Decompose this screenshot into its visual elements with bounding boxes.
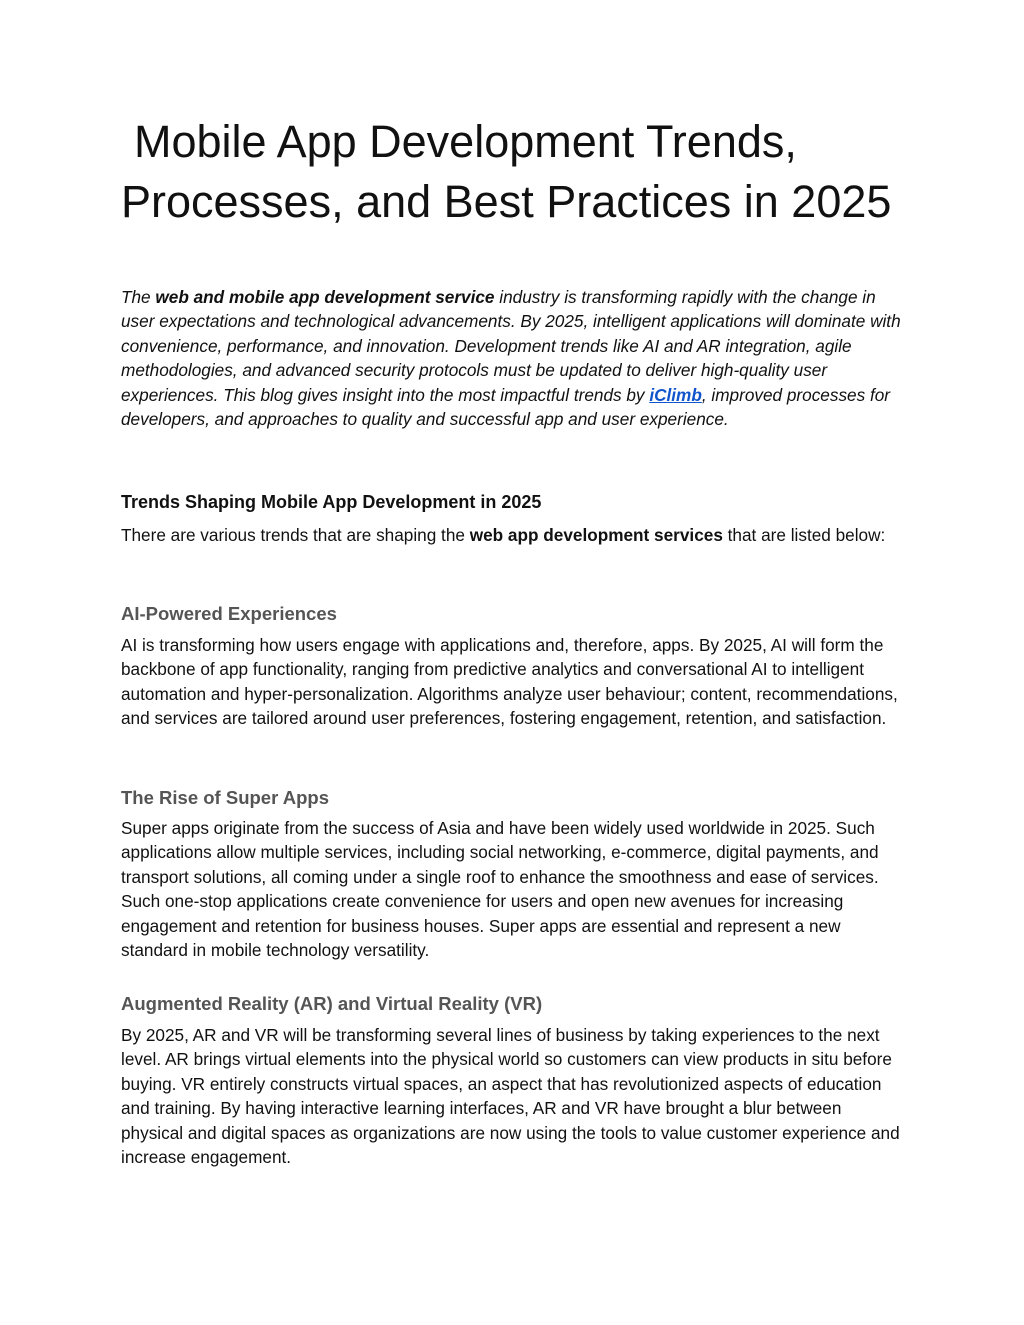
ar-vr-heading: Augmented Reality (AR) and Virtual Reality (VR) xyxy=(121,993,543,1014)
super-apps-paragraph: Super apps originate from the success of Asia and have been widely used worldwide in 2025. Such applications allow multiple services, including social networking, e-commerce, digital payments, and transport solutions, all coming under a single roof to enhance the smoothness and ease of services. Such one-stop applications create convenience for users and open new avenues for increasing engagement and retention for business houses. Super apps are essential and represent a new standard in mobile technology versatility. xyxy=(121,818,879,961)
intro-paragraph xyxy=(121,285,901,431)
page-title xyxy=(121,112,921,232)
trends-text-end: that are listed below: xyxy=(722,525,886,545)
trends-text-start: There are various trends that are shaping the xyxy=(121,525,470,545)
page-title-line-2: Processes, and Best Practices in 2025 xyxy=(121,176,892,227)
ai-section-paragraph: AI is transforming how users engage with applications and, therefore, apps. By 2025, AI will form the backbone of app functionality, ranging from predictive analytics and conversational AI to intelligent automation and hyper-personalization. Algorithms analyze user behaviour; content, recommendations, and services are tailored around user preferences, fostering engagement, retention, and satisfaction. xyxy=(121,635,898,729)
intro-text-middle: industry is transforming rapidly with the change in user expectations and technological advancements. By 2025, intelligent applications will dominate with convenience, performance, and innovation. Development trends like AI and AR integration, agile methodologies, and advanced security protocols must be updated to deliver high-quality user experiences. This blog gives insight into the most impactful trends by xyxy=(121,287,901,405)
intro-bold-service: web and mobile app development service xyxy=(155,287,495,307)
intro-text-end: , improved processes for developers, and approaches to quality and successful app and user experience. xyxy=(121,384,891,430)
page-title-line-1: Mobile App Development Trends, xyxy=(134,116,797,167)
super-apps-heading: The Rise of Super Apps xyxy=(121,787,329,808)
trends-paragraph xyxy=(121,523,901,547)
iclimb-link[interactable]: iClimb xyxy=(649,384,702,405)
ai-section-heading: AI-Powered Experiences xyxy=(121,603,337,624)
intro-text-start: The xyxy=(121,287,156,307)
ar-vr-paragraph: By 2025, AR and VR will be transforming several lines of business by taking experiences to the next level. AR brings virtual elements into the physical world so customers can view products in situ before buying. VR entirely constructs virtual spaces, an aspect that has revolutionized aspects of education and training. By having interactive learning interfaces, AR and VR have brought a blur between physical and digital spaces as organizations are now using the tools to value customer experience and increase engagement. xyxy=(121,1025,900,1168)
trends-bold-services: web app development services xyxy=(469,525,723,545)
trends-heading: Trends Shaping Mobile App Development in 2025 xyxy=(121,492,542,512)
